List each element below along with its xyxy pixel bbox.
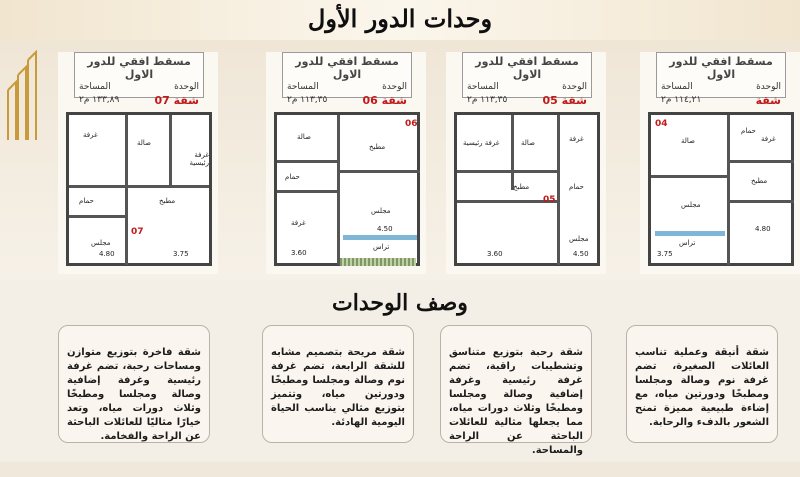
plan-header: مسقط افقي للدور الاول الوحدة المساحة شقة 07 ١٣٣,٨٩ م٢: [74, 52, 204, 98]
description-card-05: شقة رحبة بتوزيع متناسق وتشطيبات راقية، تضم غرفة رئيسية وغرفة إضافية وصالة ومجلسا ومطبخًا وثلاث دورات مياه، مما يجعلها مثالية للعائلات الباحثة عن الراحة والمساحة.: [440, 325, 592, 443]
description-card-06: شقة مريحة بتصميم مشابه للشقة الرابعة، تضم غرفة نوم وصالة ومجلسا ومطبخًا ودورتين مياه، وتتميز بتوزيع مثالي يناسب الحياة اليومية الهادئة.: [262, 325, 414, 443]
plan-header: مسقط افقي للدور الاول الوحدة المساحة شقة ١١٤,٢١ م٢: [656, 52, 786, 98]
plan-header: مسقط افقي للدور الاول الوحدة المساحة شقة 06 ١١٣,٣٥ م٢: [282, 52, 412, 98]
plan-card-04[interactable]: [640, 52, 800, 274]
floor-plan: صالة حمام غرفة مطبخ مجلس تراس 3.75 4.80 04: [648, 112, 794, 266]
plan-card-05[interactable]: [446, 52, 606, 274]
plan-card-06[interactable]: [266, 52, 426, 274]
floor-plan: غرفة صالة غرفة رئيسية مطبخ حمام مجلس 4.80 3.75 07: [66, 112, 212, 266]
floor-plan: صالة مطبخ حمام غرفة مجلس تراس 3.60 4.50 06: [274, 112, 420, 266]
plan-card-07[interactable]: [58, 52, 218, 274]
floor-plan: غرفة رئيسية صالة غرفة مطبخ حمام مجلس 3.60 4.50 05: [454, 112, 600, 266]
description-card-07: شقة فاخرة بتوزيع متوازن ومساحات رحبة، تضم غرفة رئيسية وغرفة إضافية وصالة ومجلسا ومطبخًا وثلاث دورات مياه، وتعد خيارًا مثاليًا للعائلات الباحثة عن الراحة والفخامة.: [58, 325, 210, 443]
garden-strip: [340, 258, 416, 266]
logo-icon: [6, 50, 40, 142]
section-title: وصف الوحدات: [332, 290, 468, 316]
plan-header: مسقط افقي للدور الاول الوحدة المساحة شقة 05 ١١٣,٣٥ م٢: [462, 52, 592, 98]
footer-band: [0, 462, 800, 477]
page-title: وحدات الدور الأول: [307, 4, 493, 33]
description-card-04: شقة أنيقة وعملية تناسب العائلات الصغيرة، تضم غرفة نوم وصالة ومجلسا ومطبخًا ودورتين مياه، مع إضاءة طبيعية مميزة تمنح الشعور بالدفء والرحابة.: [626, 325, 778, 443]
